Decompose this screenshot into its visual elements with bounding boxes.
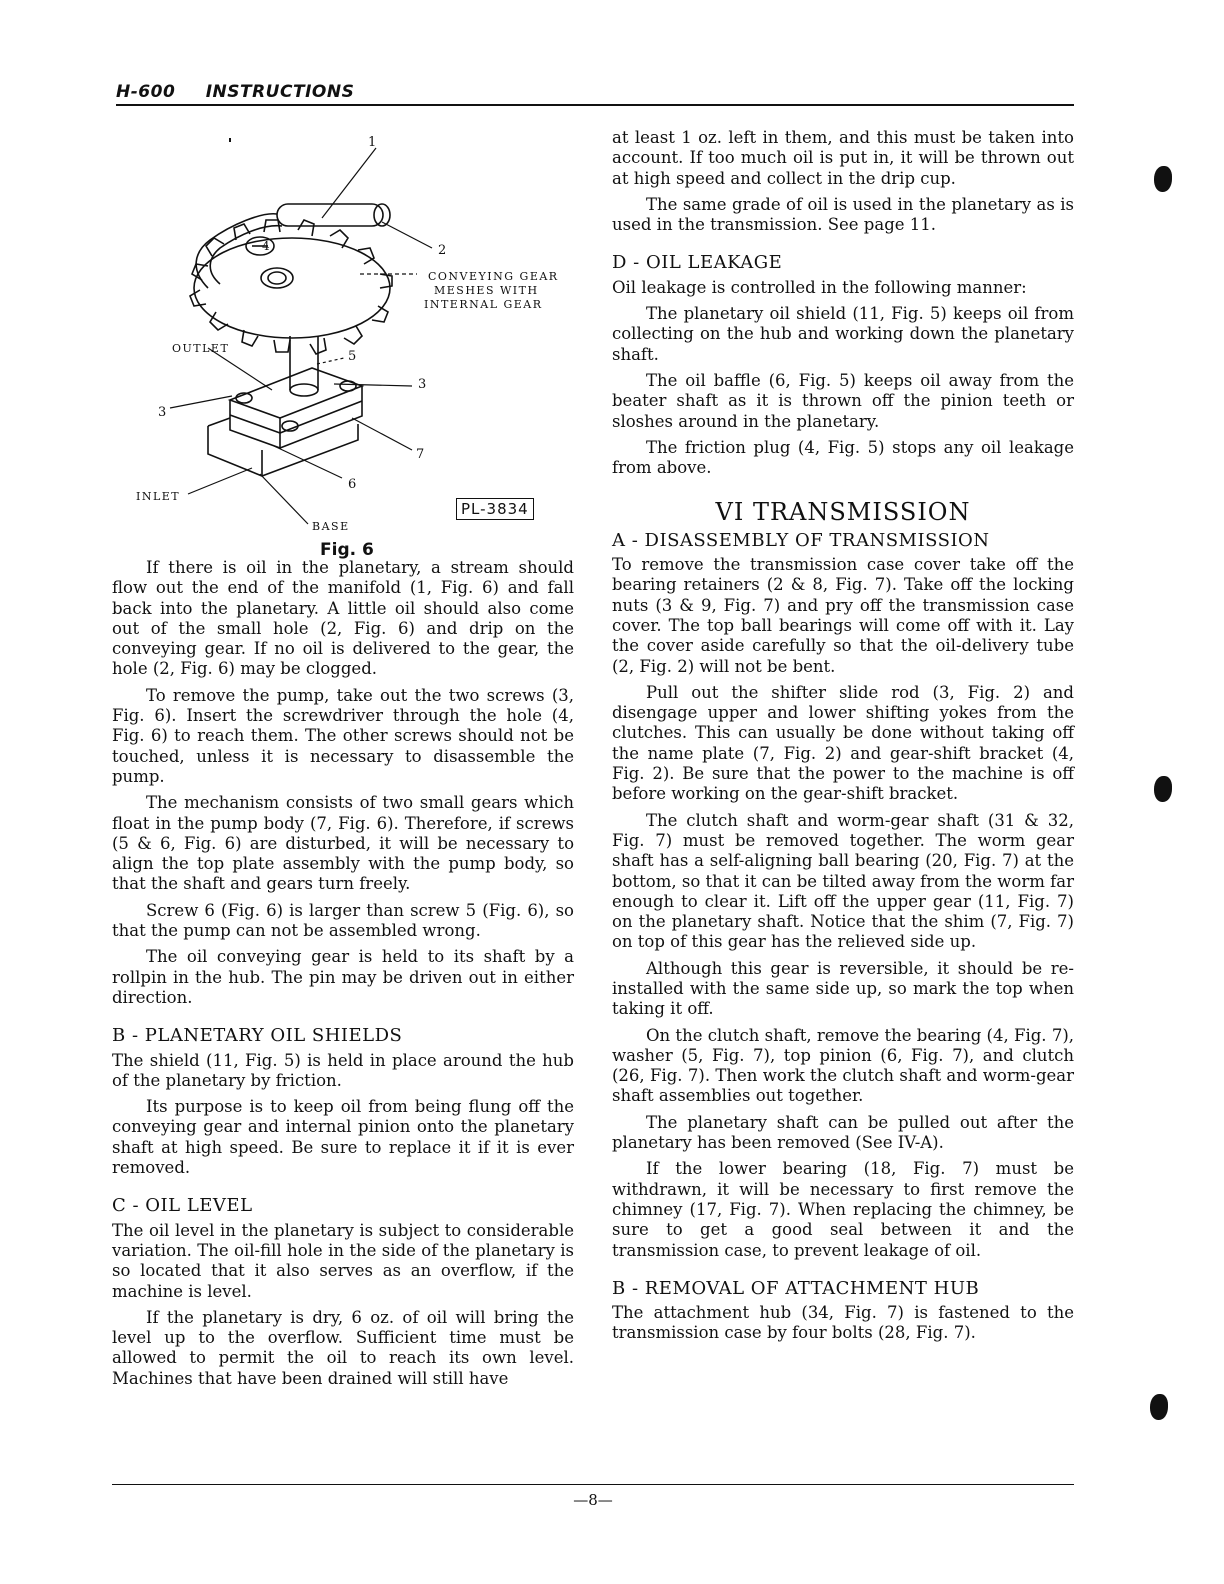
label-base: BASE [312, 520, 350, 533]
label-conveying: CONVEYING GEAR [428, 270, 559, 283]
manual-code: H-600 [116, 82, 176, 102]
paragraph: The mechanism consists of two small gears which float in the pump body (7, Fig. 6). Therefore, if screws (5 & 6, Fig. 6) are disturbed, it will be necessary to align the top plate assembly with the pump body, so that the shaft and gears turn freely. [112, 793, 574, 894]
paragraph: If the planetary is dry, 6 oz. of oil will bring the level up to the overflow. Sufficient time must be allowed to permit the oil to reach its own level. Machines that have been drained will still have [112, 1307, 574, 1388]
paragraph: Screw 6 (Fig. 6) is larger than screw 5 (Fig. 6), so that the pump can not be assembled wrong. [112, 900, 574, 941]
label-outlet: OUTLET [172, 342, 230, 355]
page-footer [112, 1484, 1074, 1509]
section-heading: C - OIL LEVEL [112, 1195, 253, 1217]
label-5: 5 [348, 349, 358, 364]
figure-6 [112, 128, 574, 558]
paragraph: On the clutch shaft, remove the bearing (4, Fig. 7), washer (5, Fig. 7), top pinion (6, Fig. 7), and clutch (26, Fig. 7). Then work the clutch shaft and worm-gear shaft assemblies out together. [612, 1025, 1074, 1106]
label-meshes: MESHES WITH [434, 284, 539, 297]
paragraph: The shield (11, Fig. 5) is held in place around the hub of the planetary by friction. [112, 1050, 574, 1090]
section-heading: D - OIL LEAKAGE [612, 252, 783, 274]
page-header [116, 82, 1074, 106]
paragraph: To remove the pump, take out the two screws (3, Fig. 6). Insert the screwdriver through the hole (4, Fig. 6) to reach them. The other screws should not be touched, unless it is necessary to disassemble the pump. [112, 685, 574, 786]
binder-hole [1154, 776, 1172, 802]
oil-pump-illustration [112, 128, 574, 548]
paragraph: The friction plug (4, Fig. 5) stops any oil leakage from above. [612, 437, 1074, 478]
figure-caption: Fig. 6 [320, 540, 374, 560]
plate-number: PL-3834 [456, 498, 534, 520]
paragraph: The planetary shaft can be pulled out after the planetary has been removed (See IV-A). [612, 1112, 1074, 1153]
paragraph: The planetary oil shield (11, Fig. 5) keeps oil from collecting on the hub and working down the planetary shaft. [612, 304, 1074, 364]
paragraph: The attachment hub (34, Fig. 7) is fastened to the transmission case by four bolts (28, Fig. 7). [612, 1303, 1074, 1343]
paragraph: To remove the transmission case cover take off the bearing retainers (2 & 8, Fig. 7). Take off the locking nuts (3 & 9, Fig. 7) and pry off the transmission case cover. The top ball bearings will come off with it. Lay the cover aside carefully so that the oil-delivery tube (2, Fig. 2) will not be bent. [612, 555, 1074, 676]
label-2: 2 [438, 243, 448, 258]
chapter-heading: VI TRANSMISSION [715, 498, 971, 527]
section-heading: B - PLANETARY OIL SHIELDS [112, 1025, 403, 1047]
paragraph: Pull out the shifter slide rod (3, Fig. 2) and disengage upper and lower shifting yokes from the clutches. This can usually be done without taking off the name plate (7, Fig. 2) and gear-shift bracket (4, Fig. 2). Be sure that the power to the machine is off before working on the gear-shift bracket. [612, 682, 1074, 804]
label-internal: INTERNAL GEAR [424, 298, 543, 311]
label-6: 6 [348, 477, 358, 492]
binder-hole [1154, 166, 1172, 192]
section-heading: B - REMOVAL OF ATTACHMENT HUB [612, 1277, 980, 1299]
right-column [612, 128, 1074, 1350]
label-4: 4 [262, 239, 272, 253]
paragraph: Oil leakage is controlled in the following manner: [612, 277, 1027, 297]
paragraph: The oil level in the planetary is subject to considerable variation. The oil-fill hole in the side of the planetary is so located that it also serves as an overflow, if the machine is level. [112, 1220, 574, 1301]
paragraph: Although this gear is reversible, it should be re-installed with the same side up, so mark the top when taking it off. [612, 958, 1074, 1019]
paragraph: The clutch shaft and worm-gear shaft (31 & 32, Fig. 7) must be removed together. The worm gear shaft has a self-aligning ball bearing (20, Fig. 7) at the bottom, so that it can be tilted away from the worm far enough to clear it. Lift off the upper gear (11, Fig. 7) on the planetary shaft. Notice that the shim (7, Fig. 7) on top of this gear has the relieved side up. [612, 810, 1074, 952]
paragraph: The same grade of oil is used in the planetary as is used in the transmission. See page 11. [612, 194, 1074, 235]
label-7: 7 [416, 447, 426, 462]
label-inlet: INLET [136, 490, 181, 503]
left-column [112, 128, 574, 1395]
section-heading: A - DISASSEMBLY OF TRANSMISSION [612, 529, 990, 551]
label-1: 1 [368, 135, 378, 150]
page-number: —8— [573, 1491, 613, 1509]
paragraph: If there is oil in the planetary, a stream should flow out the end of the manifold (1, Fig. 6) and fall back into the planetary. A little oil should also come out of the small hole (2, Fig. 6) and drip on the conveying gear. If no oil is delivered to the gear, the hole (2, Fig. 6) may be clogged. [112, 558, 574, 679]
paragraph: The oil conveying gear is held to its shaft by a rollpin in the hub. The pin may be driven out in either direction. [112, 947, 574, 1007]
paragraph: at least 1 oz. left in them, and this must be taken into account. If too much oil is put in, it will be thrown out at high speed and collect in the drip cup. [612, 128, 1074, 188]
paragraph: The oil baffle (6, Fig. 5) keeps oil away from the beater shaft as it is thrown off the pinion teeth or sloshes around in the planetary. [612, 370, 1074, 431]
paragraph: If the lower bearing (18, Fig. 7) must be withdrawn, it will be necessary to first remove the chimney (17, Fig. 7). When replacing the chimney, be sure to get a good seal between it and the transmission case, to prevent leakage of oil. [612, 1159, 1074, 1260]
label-3-left: 3 [158, 405, 168, 420]
label-3-right: 3 [418, 377, 428, 392]
paragraph: Its purpose is to keep oil from being flung off the conveying gear and internal pinion onto the planetary shaft at high speed. Be sure to replace it if it is ever removed. [112, 1097, 574, 1178]
header-title: INSTRUCTIONS [205, 82, 355, 102]
binder-hole [1150, 1394, 1168, 1420]
